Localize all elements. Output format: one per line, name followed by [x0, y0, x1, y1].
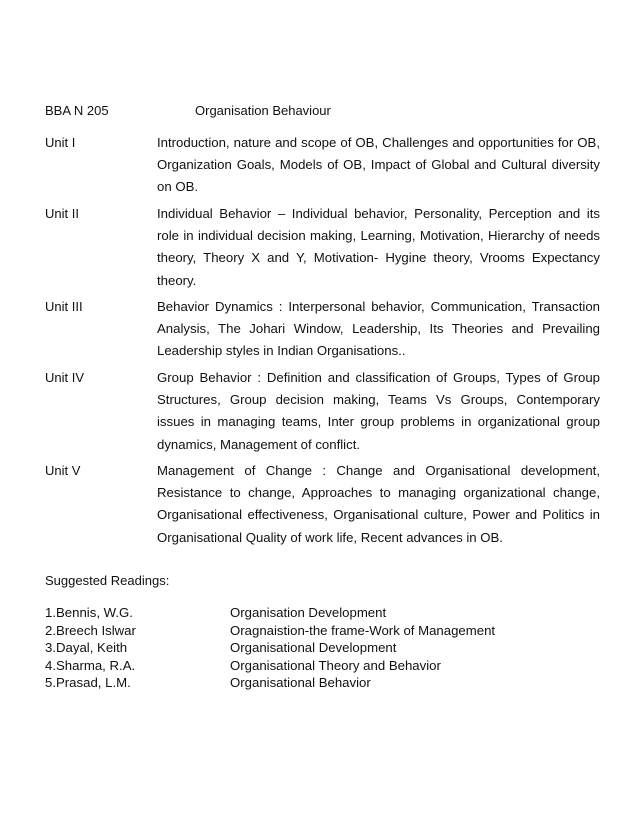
unit-label: Unit IV: [45, 370, 85, 385]
reading-title: Oragnaistion-the frame-Work of Management: [230, 622, 496, 638]
unit-label: Unit I: [45, 135, 76, 150]
reading-author: 1.Bennis, W.G.: [45, 605, 133, 620]
suggested-readings-heading: Suggested Readings:: [45, 573, 170, 588]
course-code: BBA N 205: [45, 103, 109, 118]
course-header: [45, 103, 331, 118]
reading-author: 3.Dayal, Keith: [45, 640, 128, 656]
reading-author: 4.Sharma, R.A.: [45, 657, 136, 673]
unit-text: Behavior Dynamics : Interpersonal behavior, Communication, Transaction Analysis, The Johari Window, Leadership, Its Theories and Prevailing Leadership styles in Indian Organisations..: [157, 299, 600, 359]
unit-text: Group Behavior : Definition and classification of Groups, Types of Group Structures, Group decision making, Teams Vs Groups, Contemporary issues in managing teams, Inter group problems in organizational group dynamics, Management of conflict.: [157, 370, 600, 452]
reading-author: 2.Breech Islwar: [45, 622, 136, 638]
reading-title: Organisational Theory and Behavior: [230, 657, 441, 673]
reading-title: Organisational Behavior: [230, 675, 371, 691]
course-title: Organisation Behaviour: [195, 103, 331, 118]
reading-title: Organisation Development: [230, 605, 387, 620]
unit-text: Individual Behavior – Individual behavior, Personality, Perception and its role in individual decision making, Learning, Motivation, Hierarchy of needs theory, Theory X and Y, Motivation- Hygine theory, Vrooms Expectancy theory.: [157, 206, 600, 288]
unit-label: Unit II: [45, 206, 79, 221]
unit-label: Unit V: [45, 463, 81, 478]
unit-label: Unit III: [45, 299, 83, 314]
reading-title: Organisational Development: [230, 640, 397, 656]
unit-text: Introduction, nature and scope of OB, Challenges and opportunities for OB, Organization Goals, Models of OB, Impact of Global and Cultural diversity on OB.: [157, 135, 600, 195]
reading-author: 5.Prasad, L.M.: [45, 675, 131, 691]
unit-text: Management of Change : Change and Organisational development, Resistance to change, Approaches to managing organizational change, Organisational effectiveness, Organisational culture, Power and Politics in Organisational Quality of work life, Recent advances in OB.: [157, 463, 600, 545]
